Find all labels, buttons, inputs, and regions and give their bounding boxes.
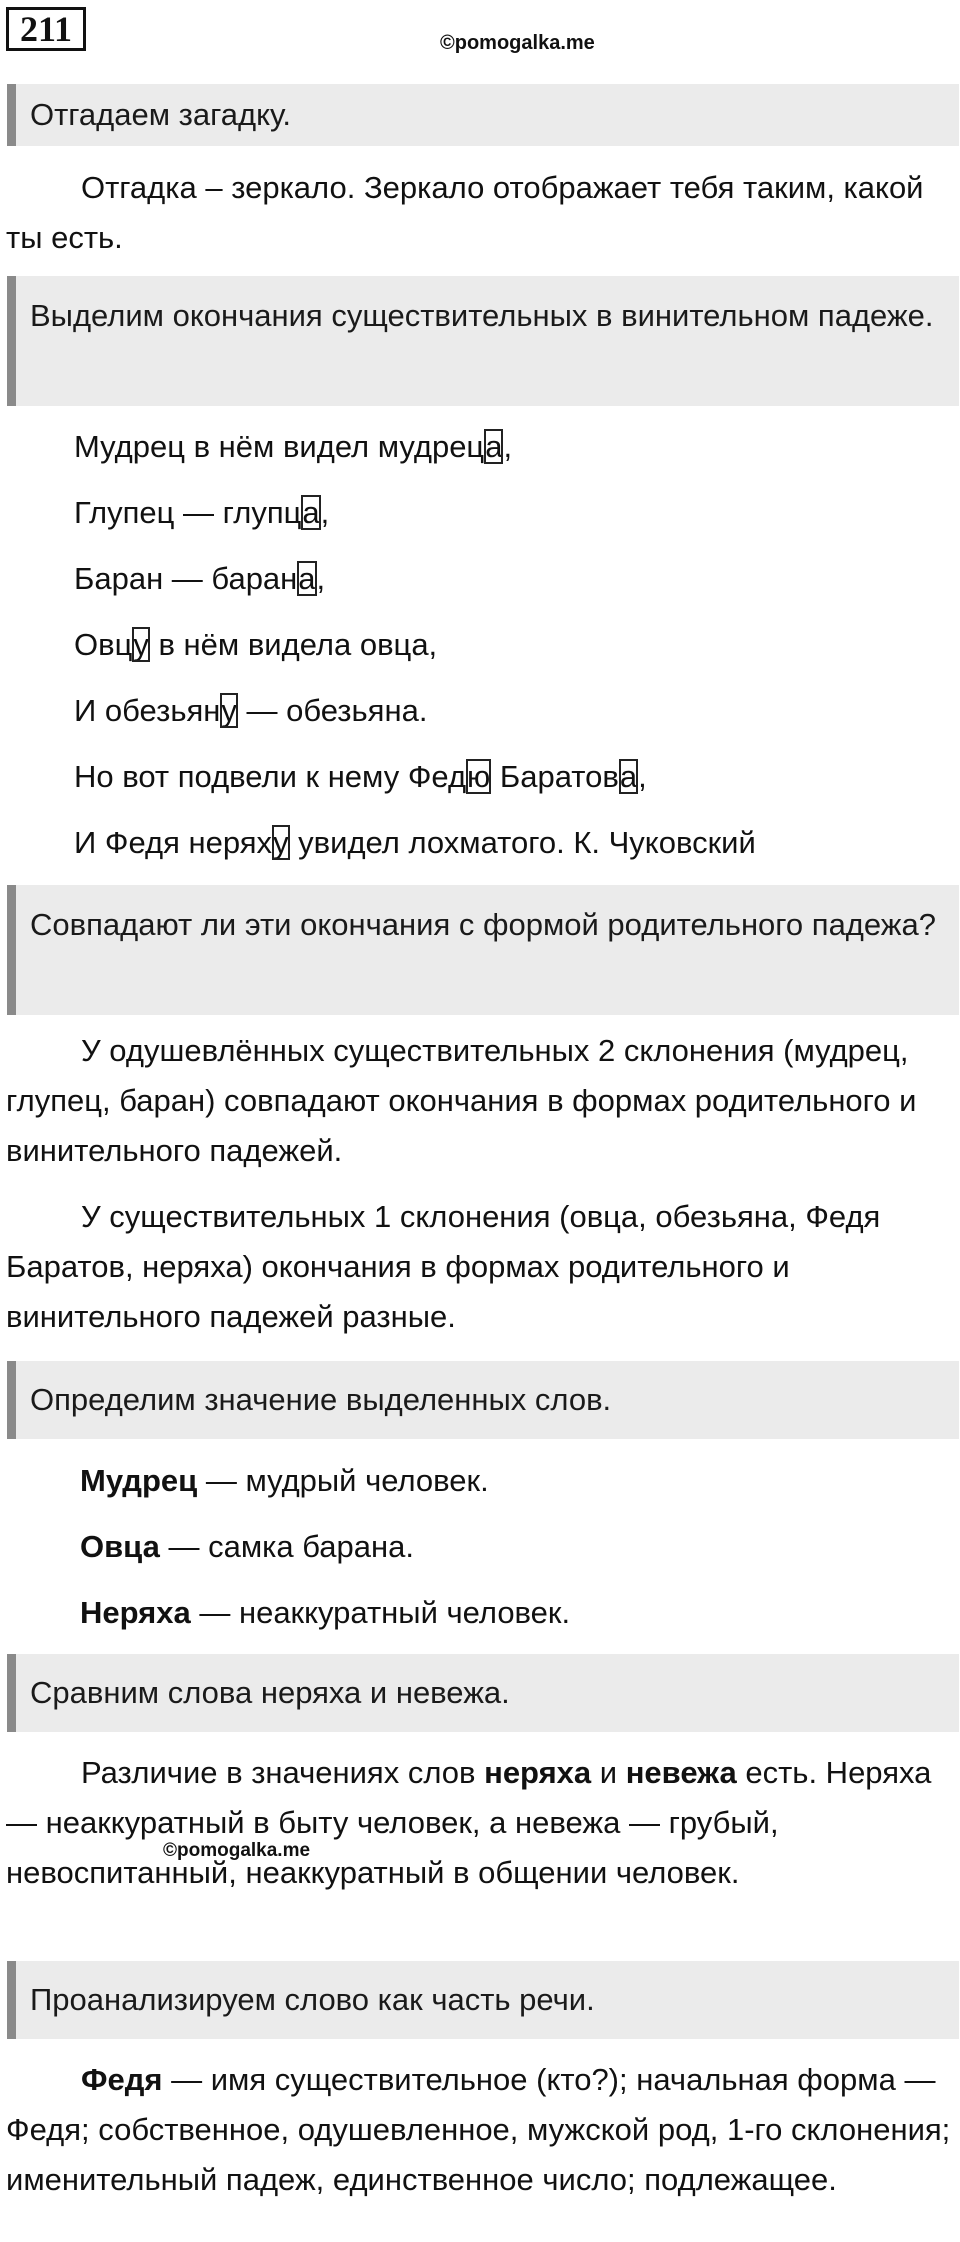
question-genitive: Совпадают ли эти окончания с формой родительного падежа? bbox=[7, 885, 959, 1015]
answer-compare: Различие в значениях слов неряха и невежа есть. Неряха — неаккуратный в быту человек, а невежа — грубый, невоспитанный, неаккуратный в общении человек. bbox=[6, 1755, 932, 1890]
ending-box: у bbox=[133, 627, 149, 662]
answer-genitive-1: У одушевлённых существительных 2 склонения (мудрец, глупец, баран) совпадают окончания в формах родительного и винительного падежей. bbox=[6, 1033, 917, 1168]
poem-line-7: И Федя неряху увидел лохматого. К. Чуковский bbox=[74, 825, 756, 860]
watermark: ©pomogalka.me bbox=[440, 32, 595, 54]
poem-line-4: Овцу в нём видела овца, bbox=[74, 627, 438, 662]
ending-box: у bbox=[273, 825, 289, 860]
ending-box: ю bbox=[467, 759, 491, 794]
ending-box: а bbox=[485, 429, 503, 464]
poem-line-6: Но вот подвели к нему Федю Баратова, bbox=[74, 759, 647, 794]
question-compare: Сравним слова неряха и невежа. bbox=[7, 1654, 959, 1732]
poem-line-2: Глупец — глупца, bbox=[74, 495, 330, 530]
poem-line-1: Мудрец в нём видел мудреца, bbox=[74, 429, 513, 464]
definition-3: Неряха — неаккуратный человек. bbox=[80, 1595, 571, 1630]
question-endings: Выделим окончания существительных в винительном падеже. bbox=[7, 276, 959, 406]
answer-riddle: Отгадка – зеркало. Зеркало отображает тебя таким, какой ты есть. bbox=[6, 170, 924, 255]
poem-line-5: И обезьяну — обезьяна. bbox=[74, 693, 428, 728]
question-meaning: Определим значение выделенных слов. bbox=[7, 1361, 959, 1439]
definition-2: Овца — самка барана. bbox=[80, 1529, 414, 1564]
question-part-of-speech: Проанализируем слово как часть речи. bbox=[7, 1961, 959, 2039]
poem-line-3: Баран — барана, bbox=[74, 561, 326, 596]
definition-1: Мудрец — мудрый человек. bbox=[80, 1463, 489, 1498]
ending-box: а bbox=[298, 561, 316, 596]
answer-genitive-2: У существительных 1 склонения (овца, обезьяна, Федя Баратов, неряха) окончания в формах родительного и винительного падежей разные. bbox=[6, 1199, 881, 1334]
ending-box: у bbox=[221, 693, 237, 728]
ending-box: а bbox=[619, 759, 638, 794]
watermark-inline: ©pomogalka.me bbox=[163, 1840, 311, 1861]
ending-box: а bbox=[302, 495, 320, 530]
exercise-number: 211 bbox=[6, 7, 86, 51]
answer-part-of-speech: Федя — имя существительное (кто?); начальная форма — Федя; собственное, одушевленное, мужской род, 1-го склонения; именительный падеж, единственное число; подлежащее. bbox=[6, 2062, 951, 2197]
question-riddle: Отгадаем загадку. bbox=[7, 84, 959, 146]
